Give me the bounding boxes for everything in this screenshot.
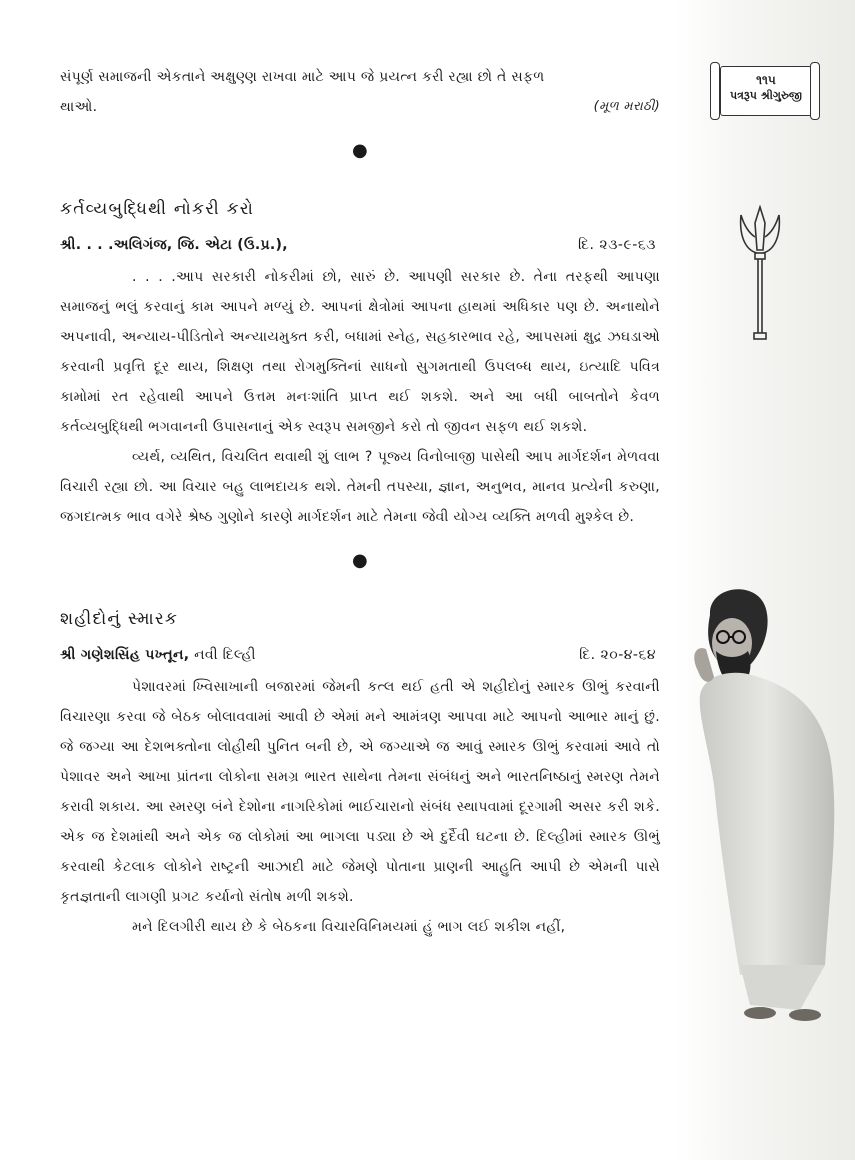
opening-paragraph	[60, 62, 660, 92]
letter1-heading: કર્તવ્યબુદ્ધિથી નોકરી કરો	[60, 199, 255, 219]
letter2-date: દિ. ૨૦-૪-૬૪	[579, 647, 656, 663]
letter2-recipient-row	[60, 640, 660, 670]
letter2-recipient: શ્રી ગણેશસિંહ પખ્તૂન,	[60, 647, 190, 663]
scroll-roll-left	[710, 62, 720, 120]
page-badge	[710, 62, 820, 118]
page-number: ૧૧૫	[756, 73, 776, 87]
scroll-roll-right	[810, 62, 820, 120]
letter2-place: નવી દિલ્હી	[194, 647, 256, 663]
section-separator-2: ●	[351, 550, 368, 571]
badge-body	[720, 66, 812, 116]
letter2-recipient-group	[60, 640, 256, 670]
letter1-recipient: શ્રી. . . .અલિગંજ, જિ. એટા (ઉ.પ્ર.),	[60, 237, 288, 253]
letter1-recipient-row	[60, 230, 660, 260]
opening-text: સંપૂર્ણ સમાજની એકતાને અક્ષુણ્ણ રાખવા માટે આપ જે પ્રયત્ન કરી રહ્યા છો તે સફળ	[60, 69, 545, 85]
opening-end-row	[60, 92, 660, 122]
portrait-photo	[680, 585, 855, 1025]
letter2-paragraph-2: મને દિલગીરી થાય છે કે બેઠકના વિચારવિનિમયમાં હું ભાગ લઈ શકીશ નહીં,	[132, 919, 566, 935]
original-language-note: (મૂળ મરાઠી)	[593, 99, 660, 114]
letter1-paragraph-2: વ્યર્થ, વ્યથિત, વિચલિત થવાથી શું લાભ ? પૂજ્ય વિનોબાજી પાસેથી આપ માર્ગદર્શન મેળવવા વિચારી રહ્યા છો. આ વિચાર બહુ લાભદાયક થશે. તેમની તપસ્યા, જ્ઞાન, અનુભવ, માનવ પ્રત્યેની કરુણા, જગદાત્મક ભાવ વગેરે શ્રેષ્ઠ ગુણોને કારણે માર્ગદર્શન માટે તેમના જેવી યોગ્ય વ્યક્તિ મળવી મુશ્કેલ છે.	[60, 449, 660, 525]
trishul-icon	[735, 205, 785, 345]
section-separator: ●	[351, 140, 368, 161]
letter1-paragraph-1: . . . .આપ સરકારી નોકરીમાં છો, સારું છે. આપણી સરકાર છે. તેના તરફથી આપણા સમાજનું ભલું કરવાનું કામ આપને મળ્યું છે. આપનાં ક્ષેત્રોમાં આપના હાથમાં અધિકાર પણ છે. અનાથોને અપનાવી, અન્યાય-પીડિતોને અન્યાયમુક્ત કરી, બધામાં સ્નેહ, સહકારભાવ રહે, આપસમાં ક્ષુદ્ર ઝઘડાઓ કરવાની પ્રવૃત્તિ દૂર થાય, શિક્ષણ તથા રોગમુક્તિનાં સાધનો સુગમતાથી ઉપલબ્ધ થાય, ઇત્યાદિ પવિત્ર કામોમાં રત રહેવાથી આપને ઉત્તમ મનઃશાંતિ પ્રાપ્ત થઈ શકશે. અને આ બધી બાબતોને કેવળ કર્તવ્યબુદ્ધિથી ભગવાનની ઉપાસનાનું એક સ્વરૂપ સમજીને કરો તો જીવન સફળ થઈ શકશે.	[60, 269, 660, 435]
book-title-label: પત્રરૂપ શ્રીગુરુજી	[730, 89, 802, 102]
opening-text-end: થાઓ.	[60, 99, 98, 115]
letter2-heading: શહીદોનું સ્મારક	[60, 609, 179, 629]
letter2-paragraph-1: પેશાવરમાં ખ્વિસાખાની બજારમાં જેમની કત્લ થઈ હતી એ શહીદોનું સ્મારક ઊભું કરવાની વિચારણા કરવા જે બેઠક બોલાવવામાં આવી છે એમાં મને આમંત્રણ આપવા માટે આપનો આભાર માનું છું. જે જગ્યા આ દેશભક્તોના લોહીથી પુનિત બની છે, એ જગ્યાએ જ આવું સ્મારક ઊભું કરવામાં આવે તો પેશાવર અને આખા પ્રાંતના લોકોના સમગ્ર ભારત સાથેના તેમના સંબંધનું અને ભારતનિષ્ઠાનું સ્મરણ તેમને કરાવી શકાય. આ સ્મરણ બંને દેશોના નાગરિકોમાં ભાઈચારાનો સંબંધ સ્થાપવામાં દૂરગામી અસર કરી શકે. એક જ દેશમાંથી અને એક જ લોકોમાં આ ભાગલા પડ્યા છે એ દુર્દૈવી ઘટના છે. દિલ્હીમાં સ્મારક ઊભું કરવાથી કેટલાક લોકોને રાષ્ટ્રની આઝાદી માટે જેમણે પોતાના પ્રાણની આહુતિ આપી છે એમની પાસે કૃતજ્ઞતાની લાગણી પ્રગટ કર્યાનો સંતોષ મળી શકશે.	[60, 679, 660, 905]
letter1-date: દિ. ૨૩-૯-૬૩	[578, 237, 656, 253]
main-text-column	[60, 62, 660, 942]
